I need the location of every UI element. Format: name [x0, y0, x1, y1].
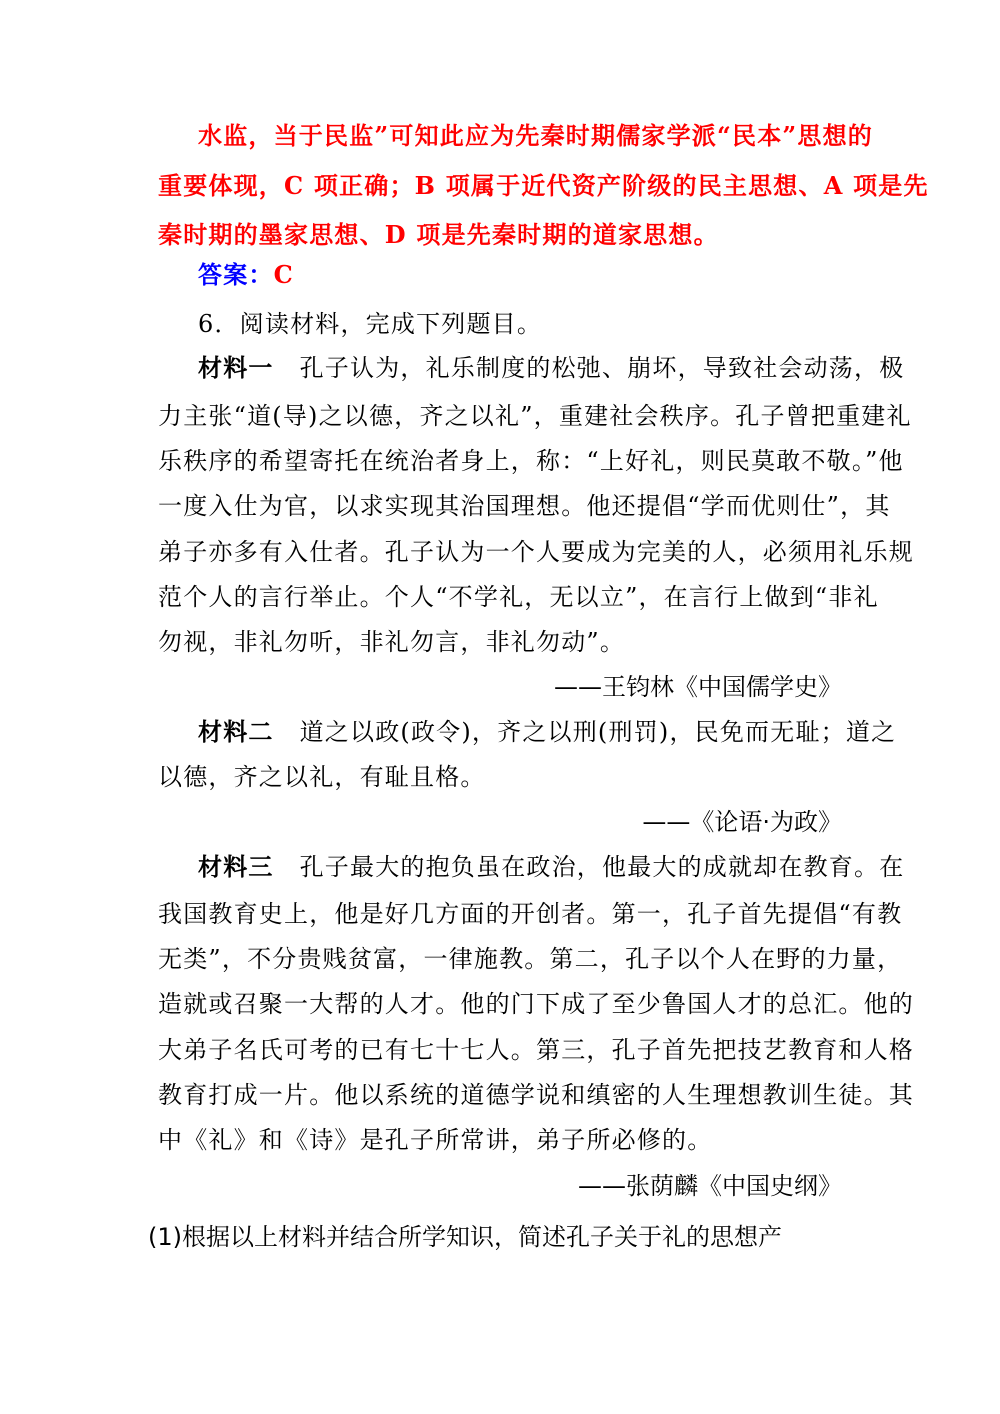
material1-text: 孔子认为，礼乐制度的松弛、崩坏，导致社会动荡，极: [299, 354, 905, 382]
material2-text: 道之以政(政令)，齐之以刑(刑罚)，民免而无耻；道之: [299, 718, 897, 746]
material1-line: 力主张“道(导)之以德，齐之以礼”，重建社会秩序。孔子曾把重建礼: [158, 402, 912, 430]
material2-first-line: [198, 718, 897, 746]
material2-source: ——《论语·为政》: [642, 808, 842, 836]
material3-line: 无类”，不分贵贱贫富，一律施教。第二，孔子以个人在野的力量，: [158, 945, 903, 973]
material1-source: ——王钧林《中国儒学史》: [554, 673, 842, 701]
material3-line: 大弟子名氏可考的已有七十七人。第三，孔子首先把技艺教育和人格: [158, 1036, 914, 1064]
answer-row: [198, 261, 888, 289]
material3-first-line: [198, 853, 905, 881]
material3-text: 孔子最大的抱负虽在政治，他最大的成就却在教育。在: [299, 853, 905, 881]
material3-line: 中《礼》和《诗》是孔子所常讲，弟子所必修的。: [158, 1126, 713, 1154]
explanation-line: 秦时期的墨家思想、D 项是先秦时期的道家思想。: [158, 220, 719, 249]
material1-line: 勿视，非礼勿听，非礼勿言，非礼勿动”。: [158, 628, 626, 656]
question-prompt: 6．阅读材料，完成下列题目。: [198, 310, 543, 338]
explanation-line: 重要体现，C 项正确；B 项属于近代资产阶级的民主思想、A 项是先: [158, 171, 929, 200]
material1-line: 弟子亦多有入仕者。孔子认为一个人要成为完美的人，必须用礼乐规: [158, 538, 914, 566]
material3-line: 我国教育史上，他是好几方面的开创者。第一，孔子首先提倡“有教: [158, 900, 903, 928]
material1-line: 乐秩序的希望寄托在统治者身上，称：“上好礼，则民莫敢不敬。”他: [158, 447, 904, 475]
answer-label: 答案：: [198, 260, 274, 289]
material2-label: 材料二: [198, 718, 274, 746]
explanation-line: 水监，当于民监”可知此应为先秦时期儒家学派“民本”思想的: [198, 121, 874, 150]
material1-label: 材料一: [198, 354, 274, 382]
material1-line: 范个人的言行举止。个人“不学礼，无以立”，在言行上做到“非礼: [158, 583, 879, 611]
sub-question-1: (1)根据以上材料并结合所学知识，简述孔子关于礼的思想产: [148, 1223, 782, 1251]
material1-first-line: [198, 354, 905, 382]
material2-line: 以德，齐之以礼，有耻且格。: [158, 763, 486, 791]
material3-label: 材料三: [198, 853, 274, 881]
material3-source: ——张荫麟《中国史纲》: [578, 1172, 842, 1200]
material3-line: 教育打成一片。他以系统的道德学说和缜密的人生理想教训生徒。其: [158, 1081, 914, 1109]
material1-line: 一度入仕为官，以求实现其治国理想。他还提倡“学而优则仕”，其: [158, 492, 891, 520]
answer-value: C: [273, 260, 294, 289]
material3-line: 造就或召聚一大帮的人才。他的门下成了至少鲁国人才的总汇。他的: [158, 990, 914, 1018]
